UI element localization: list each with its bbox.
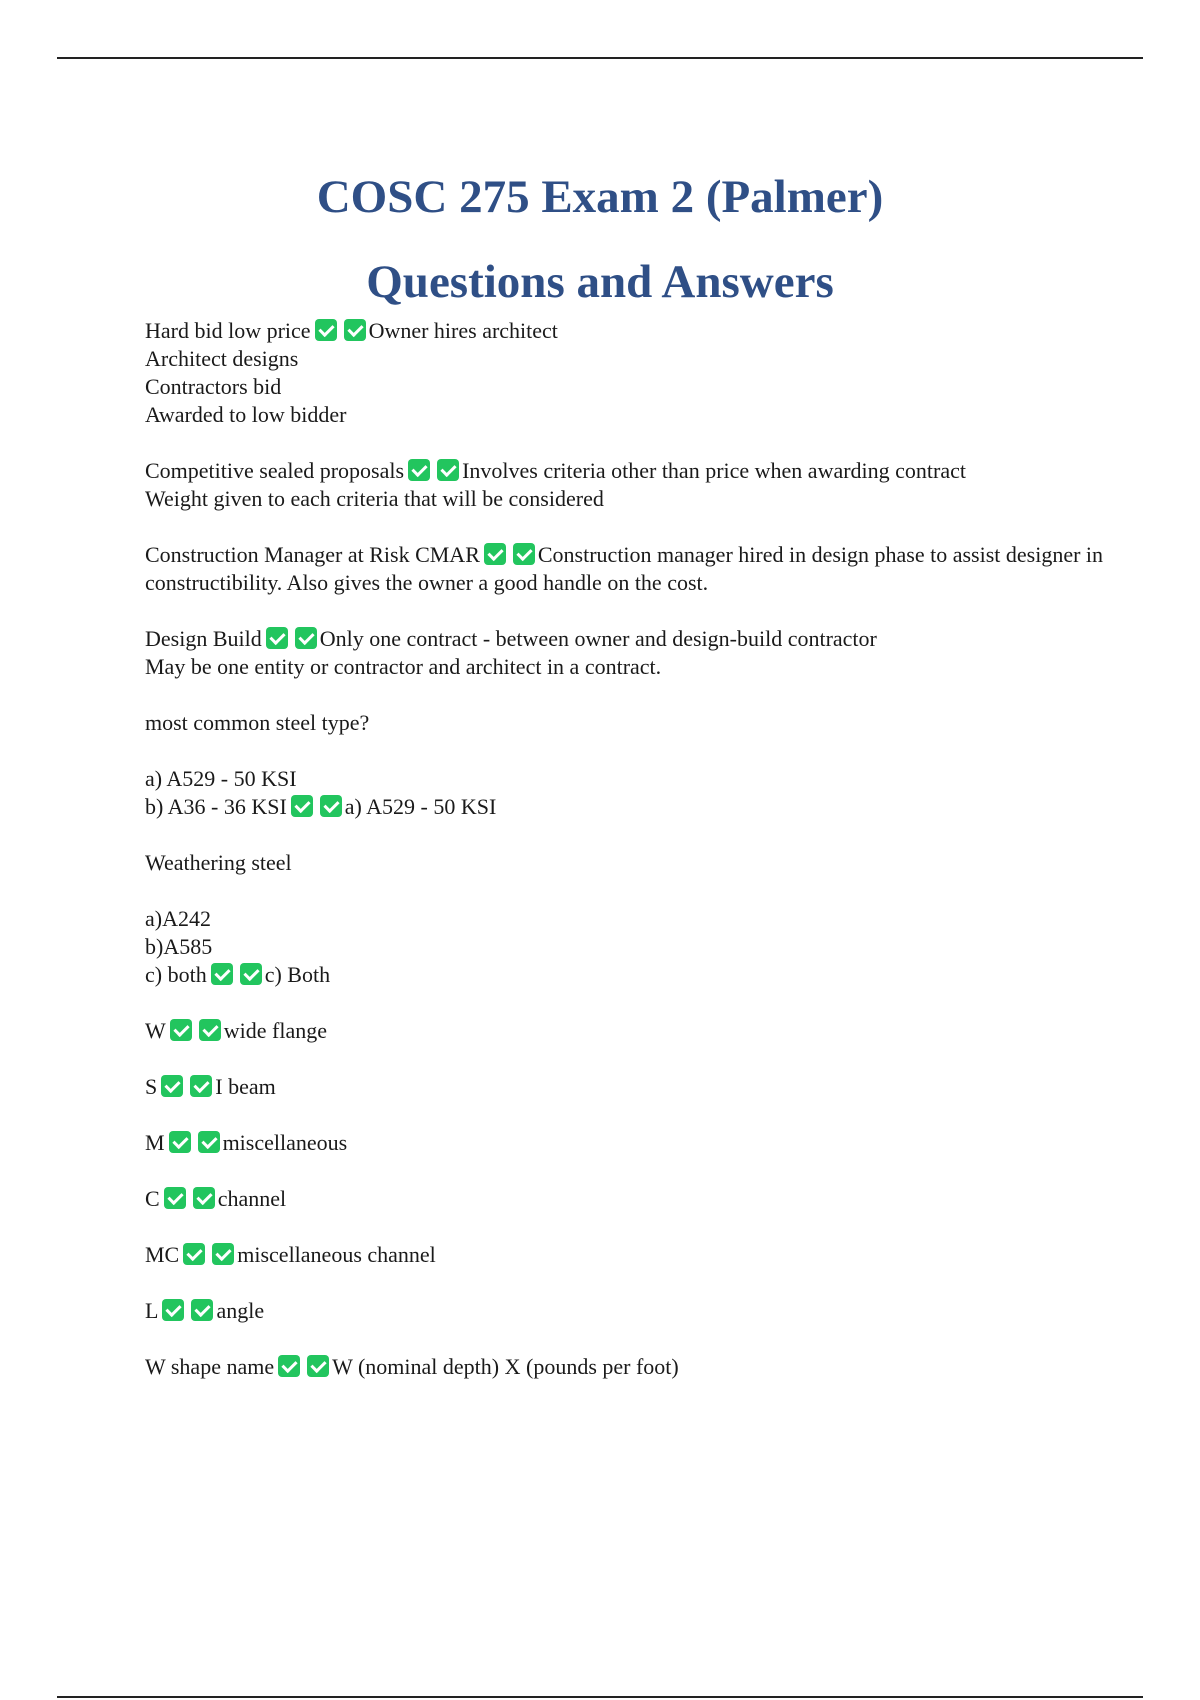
check-icon bbox=[164, 1187, 186, 1209]
question-text: W shape name bbox=[145, 1354, 275, 1379]
question-text: Construction Manager at Risk CMAR bbox=[145, 542, 480, 567]
check-icon bbox=[183, 1243, 205, 1265]
qa-item bbox=[145, 1353, 1105, 1381]
answer-text: May be one entity or contractor and architect in a contract. bbox=[145, 654, 662, 679]
question-option: b) A36 - 36 KSI bbox=[145, 794, 287, 819]
qa-item bbox=[145, 849, 1105, 989]
question-option: a) A529 - 50 KSI bbox=[145, 766, 297, 791]
question-option: c) both bbox=[145, 962, 207, 987]
answer-text: I beam bbox=[215, 1074, 276, 1099]
qa-item bbox=[145, 1241, 1105, 1269]
answer-text: W (nominal depth) X (pounds per foot) bbox=[332, 1354, 679, 1379]
document-subtitle: Questions and Answers bbox=[366, 256, 834, 308]
qa-item bbox=[145, 541, 1105, 597]
check-icon bbox=[307, 1355, 329, 1377]
check-icon bbox=[199, 1019, 221, 1041]
check-icon bbox=[211, 963, 233, 985]
check-icon bbox=[484, 543, 506, 565]
question-text: L bbox=[145, 1298, 159, 1323]
check-icon bbox=[190, 1075, 212, 1097]
check-icon bbox=[193, 1187, 215, 1209]
check-icon bbox=[162, 1299, 184, 1321]
question-text: MC bbox=[145, 1242, 180, 1267]
document-title: COSC 275 Exam 2 (Palmer) bbox=[316, 171, 884, 223]
answer-text: channel bbox=[217, 1186, 287, 1211]
check-icon bbox=[315, 319, 337, 341]
answer-text: Construction manager hired in design phase to assist designer in constructibility. Also gives the owner a good handle on the cost. bbox=[145, 542, 1104, 595]
qa-item bbox=[145, 1017, 1105, 1045]
answer-text: Only one contract - between owner and design-build contractor bbox=[319, 626, 877, 651]
check-icon bbox=[161, 1075, 183, 1097]
answer-text: miscellaneous bbox=[222, 1130, 348, 1155]
qa-item bbox=[145, 1297, 1105, 1325]
answer-text: Contractors bid bbox=[145, 374, 282, 399]
question-text: Weathering steel bbox=[145, 850, 292, 875]
question-text: W bbox=[145, 1018, 166, 1043]
check-icon bbox=[170, 1019, 192, 1041]
answer-text: Involves criteria other than price when awarding contract bbox=[462, 458, 967, 483]
check-icon bbox=[513, 543, 535, 565]
question-option: b)A585 bbox=[145, 934, 213, 959]
answer-text: Architect designs bbox=[145, 346, 299, 371]
question-text: most common steel type? bbox=[145, 710, 370, 735]
top-rule bbox=[57, 57, 1143, 59]
question-text: Design Build bbox=[145, 626, 262, 651]
check-icon bbox=[169, 1131, 191, 1153]
answer-text: a) A529 - 50 KSI bbox=[344, 794, 497, 819]
qa-item bbox=[145, 1073, 1105, 1101]
question-text: S bbox=[145, 1074, 158, 1099]
check-icon bbox=[240, 963, 262, 985]
qa-item bbox=[145, 1185, 1105, 1213]
check-icon bbox=[278, 1355, 300, 1377]
check-icon bbox=[408, 459, 430, 481]
answer-text: miscellaneous channel bbox=[237, 1242, 436, 1267]
question-text: Hard bid low price bbox=[145, 318, 311, 343]
qa-item bbox=[145, 457, 1105, 513]
qa-item bbox=[145, 709, 1105, 821]
qa-item bbox=[145, 625, 1105, 681]
bottom-rule bbox=[57, 1696, 1143, 1698]
answer-text: wide flange bbox=[223, 1018, 327, 1043]
question-text: Competitive sealed proposals bbox=[145, 458, 405, 483]
answer-text: c) Both bbox=[264, 962, 331, 987]
qa-item bbox=[145, 1129, 1105, 1157]
question-text: C bbox=[145, 1186, 160, 1211]
check-icon bbox=[212, 1243, 234, 1265]
answer-text: Owner hires architect bbox=[368, 318, 558, 343]
check-icon bbox=[295, 627, 317, 649]
qa-list bbox=[145, 317, 1105, 1409]
question-option: a)A242 bbox=[145, 906, 211, 931]
answer-text: Weight given to each criteria that will be considered bbox=[145, 486, 604, 511]
check-icon bbox=[437, 459, 459, 481]
answer-text: Awarded to low bidder bbox=[145, 402, 347, 427]
check-icon bbox=[291, 795, 313, 817]
check-icon bbox=[344, 319, 366, 341]
check-icon bbox=[266, 627, 288, 649]
answer-text: angle bbox=[216, 1298, 265, 1323]
question-text: M bbox=[145, 1130, 165, 1155]
check-icon bbox=[320, 795, 342, 817]
check-icon bbox=[191, 1299, 213, 1321]
check-icon bbox=[198, 1131, 220, 1153]
qa-item bbox=[145, 317, 1105, 429]
